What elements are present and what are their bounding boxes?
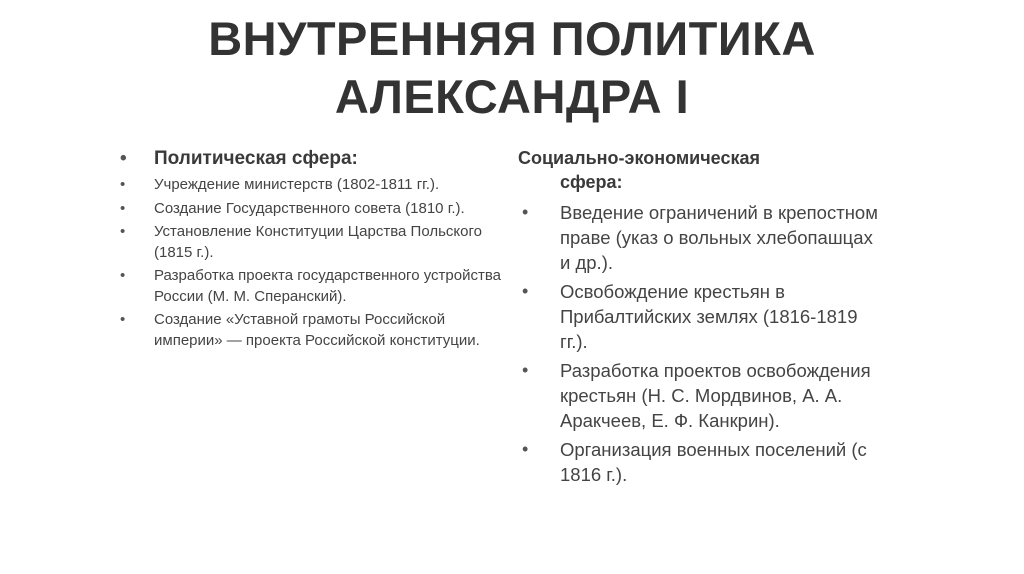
list-item [118,175,508,196]
list-item [118,310,508,351]
list-item-text: Освобождение крестьян в Прибалтийских землях (1816-1819 гг.). [560,281,858,352]
list-item [518,437,878,487]
bullet-icon: • [522,439,529,459]
list-item-text: Разработка проекта государственного устройства России (М. М. Сперанский). [154,267,501,305]
socio-economic-sphere-column [518,146,878,491]
list-item-text: Создание «Уставной грамоты Российской империи» — проекта Российской конституции. [154,311,480,349]
bullet-icon: • [522,281,529,301]
bullet-icon: • [120,199,126,217]
bullet-icon: • [120,267,126,284]
socio-economic-sphere-heading [518,146,878,194]
bullet-icon: • [120,311,126,328]
bullet-icon: • [522,202,529,222]
socio-economic-heading-line-1: Социально-экономическая [518,148,760,168]
list-item-text: Организация военных поселений (с 1816 г.). [560,439,867,485]
title-line-1: ВНУТРЕННЯЯ ПОЛИТИКА [208,12,816,65]
list-item [518,200,878,275]
political-sphere-heading [118,146,508,172]
political-sphere-column [118,146,508,354]
list-item-text: Разработка проектов освобождения крестьян (Н. С. Мордвинов, А. А. Аракчеев, Е. Ф. Канкрин). [560,360,871,431]
list-item-text: Установление Конституции Царства Польского (1815 г.). [154,223,482,261]
bullet-icon: • [120,148,127,169]
list-item-text: Учреждение министерств (1802-1811 гг.). [154,176,440,193]
list-item-text: Создание Государственного совета (1810 г.). [154,199,465,217]
list-item [518,358,878,433]
political-sphere-heading-text: Политическая сфера: [154,148,358,169]
bullet-icon: • [522,360,529,380]
list-item [118,222,508,263]
slide-title [0,10,1024,126]
bullet-icon: • [120,176,126,193]
list-item [118,199,508,220]
list-item [518,279,878,354]
list-item [118,266,508,307]
bullet-icon: • [120,223,126,240]
title-line-2: АЛЕКСАНДРА I [334,70,690,123]
list-item-text: Введение ограничений в крепостном праве (указ о вольных хлебопашцах и др.). [560,202,878,273]
socio-economic-heading-line-2: сфера: [560,172,623,192]
